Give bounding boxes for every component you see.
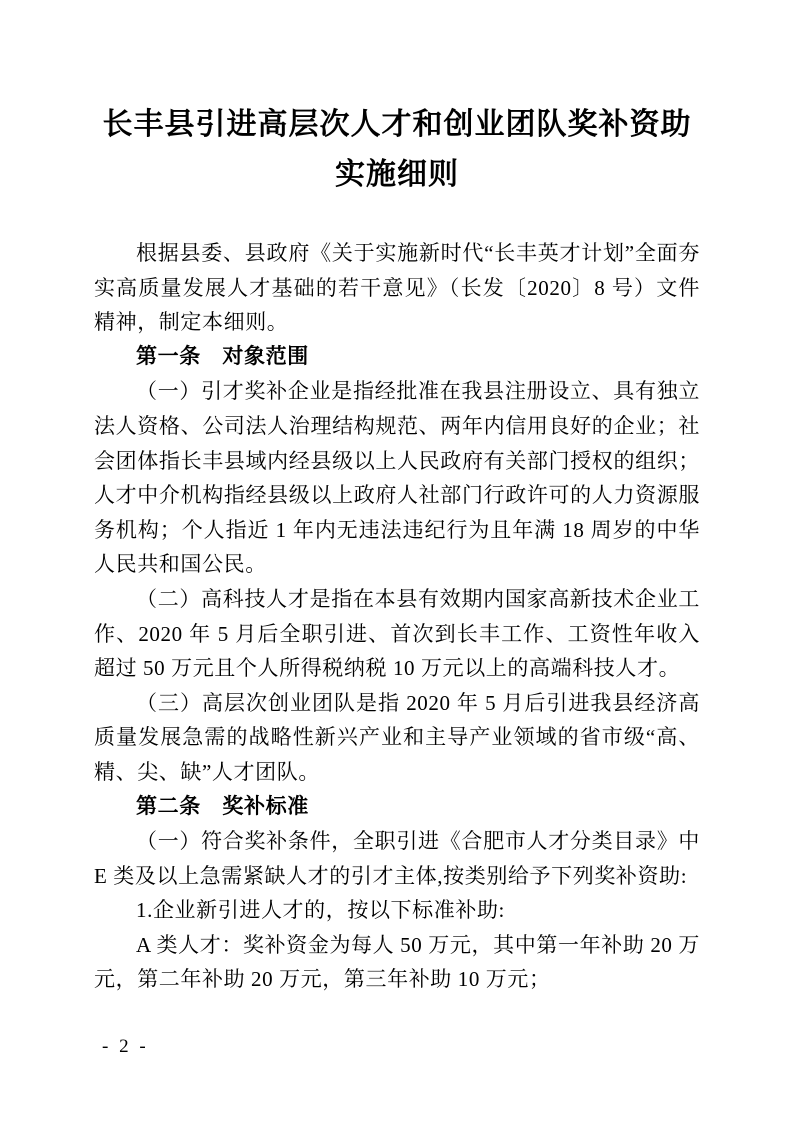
paragraph: （一）引才奖补企业是指经批准在我县注册设立、具有独立法人资格、公司法人治理结构规范、两年内信用良好的企业；社会团体指长丰县域内经县级以上人民政府有关部门授权的组织；人才中介机构指经县级以上政府人社部门行政许可的人力资源服务机构；个人指近 1 年内无违法违纪行为且年满 18 周岁的中华人民共和国公民。: [94, 379, 700, 577]
section-heading: 第二条 奖补标准: [136, 794, 309, 818]
paragraph: （一）符合奖补条件，全职引进《合肥市人才分类目录》中 E 类及以上急需紧缺人才的引才主体,按类别给予下列奖补资助:: [94, 829, 700, 888]
document-body: [94, 236, 700, 997]
paragraph: 1.企业新引进人才的，按以下标准补助:: [136, 898, 505, 923]
page-number: - 2 -: [102, 1036, 149, 1057]
paragraph: A 类人才：奖补资金为每人 50 万元，其中第一年补助 20 万元，第二年补助 20 万元，第三年补助 10 万元；: [94, 932, 700, 992]
document-title-line2: 实施细则: [335, 158, 459, 191]
paragraph: （三）高层次创业团队是指 2020 年 5 月后引进我县经济高质量发展急需的战略性新兴产业和主导产业领域的省市级“高、精、尖、缺”人才团队。: [94, 690, 700, 784]
paragraph: （二）高科技人才是指在本县有效期内国家高新技术企业工作、2020 年 5 月后全职引进、首次到长丰工作、工资性年收入超过 50 万元且个人所得税纳税 10 万元以上的高端科技人才。: [94, 586, 700, 681]
document-title-line1: 长丰县引进高层次人才和创业团队奖补资助: [102, 108, 692, 141]
document-content: [94, 100, 700, 997]
document-title: [94, 100, 700, 200]
paragraph: 根据县委、县政府《关于实施新时代“长丰英才计划”全面夯实高质量发展人才基础的若干意见》（长发〔2020〕8 号）文件精神，制定本细则。: [94, 241, 700, 335]
section-heading: 第一条 对象范围: [136, 344, 309, 368]
